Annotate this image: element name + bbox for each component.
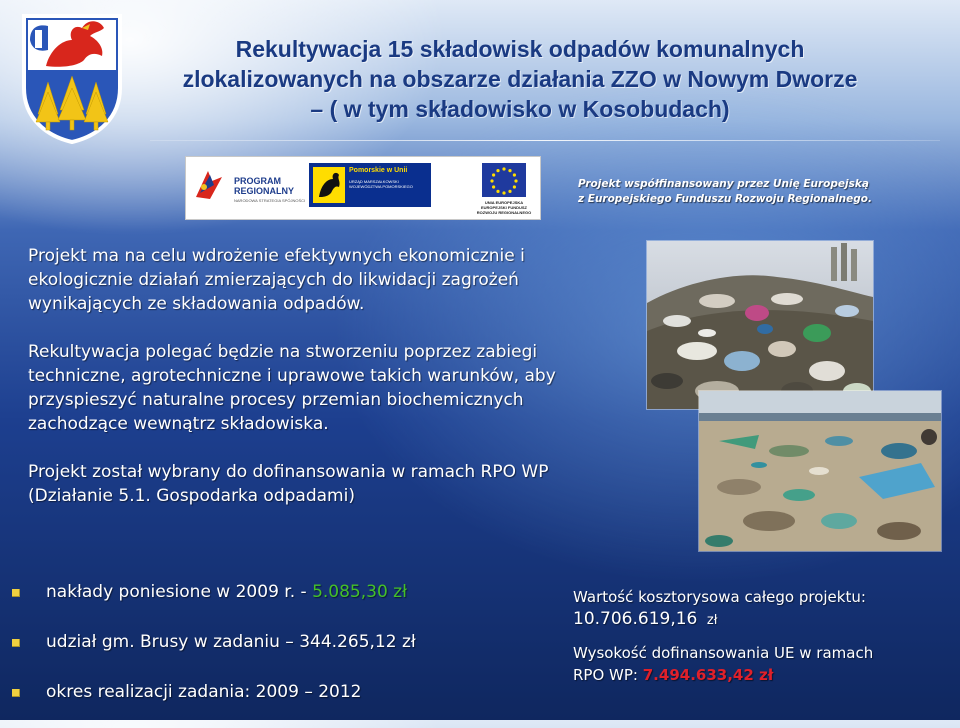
pomorskie-sublabel: URZĄD MARSZAŁKOWSKI WOJEWÓDZTWA POMORSKIEGO [349,179,413,189]
description-paragraph: Projekt został wybrany do dofinansowania w ramach RPO WP (Działanie 5.1. Gospodarka odpadami) [28,462,549,506]
pomorskie-label: Pomorskie w Unii [349,167,408,174]
total-value-unit: zł [706,613,718,628]
eu-logo [476,163,532,217]
cost-bullet-list [12,578,552,728]
eu-funding-label-2: RPO WP: [573,666,643,684]
total-value-amount: 10.706.619,16 [573,609,698,629]
program-regionalny-sublabel: NARODOWA STRATEGIA SPÓJNOŚCI [234,198,306,203]
eu-funding-amount: 7.494.633,42 zł [642,666,774,684]
bullet-square-icon [12,639,20,647]
eu-funding-label: Wysokość dofinansowania UE w ramach [573,644,874,662]
list-item [12,628,552,678]
title-divider [150,140,940,141]
description-paragraph: Rekultywacja polegać będzie na stworzeniu poprzez zabiegi techniczne, agrotechniczne i uprawowe takich warunków, aby przyspieszyć naturalne procesy przemian biochemicznych zachodzące wewnątrz składowiska. [28,342,556,434]
landfill-photo-1 [646,240,874,410]
eu-label: UNIA EUROPEJSKA EUROPEJSKI FUNDUSZ ROZWOJU REGIONALNEGO [476,200,532,215]
expenditure-2009-value: 5.085,30 zł [312,582,407,602]
implementation-period: okres realizacji zadania: 2009 – 2012 [46,682,362,702]
coat-of-arms-emblem [18,10,126,146]
pomorskie-logo [309,163,431,207]
list-item [12,678,552,728]
program-regionalny-label: PROGRAM REGIONALNY [234,176,295,196]
landfill-photo-2 [698,390,942,552]
description-paragraph: Projekt ma na celu wdrożenie efektywnych ekonomicznie i ekologicznie działań zmierzających do likwidacji zagrożeń wynikających ze składowania odpadów. [28,246,525,314]
eu-flag-icon [476,163,532,199]
cofinancing-line-2: z Europejskiego Funduszu Rozwoju Regionalnego. [578,193,872,205]
bullet-square-icon [12,689,20,697]
page-title: Rekultywacja 15 składowisk odpadów komunalnych zlokalizowanych na obszarze działania ZZO w Nowym Dworze – ( w tym składowisko w Kosobudach) [182,36,858,122]
expenditure-2009-label: nakłady poniesione w 2009 r. - [46,582,313,602]
project-value-summary [573,586,953,686]
cofinancing-note [578,177,938,207]
program-regionalny-logo [194,167,306,209]
griffin-icon [313,167,345,203]
brusy-share: udział gm. Brusy w zadaniu – 344.265,12 zł [46,632,416,652]
funding-logos-strip [185,156,541,220]
bullet-square-icon [12,589,20,597]
list-item [12,578,552,628]
program-regionalny-icon [194,167,226,205]
total-value-label: Wartość kosztorysowa całego projektu: [573,588,866,606]
project-description [28,244,628,532]
cofinancing-line-1: Projekt współfinansowany przez Unię Europejską [578,178,869,190]
